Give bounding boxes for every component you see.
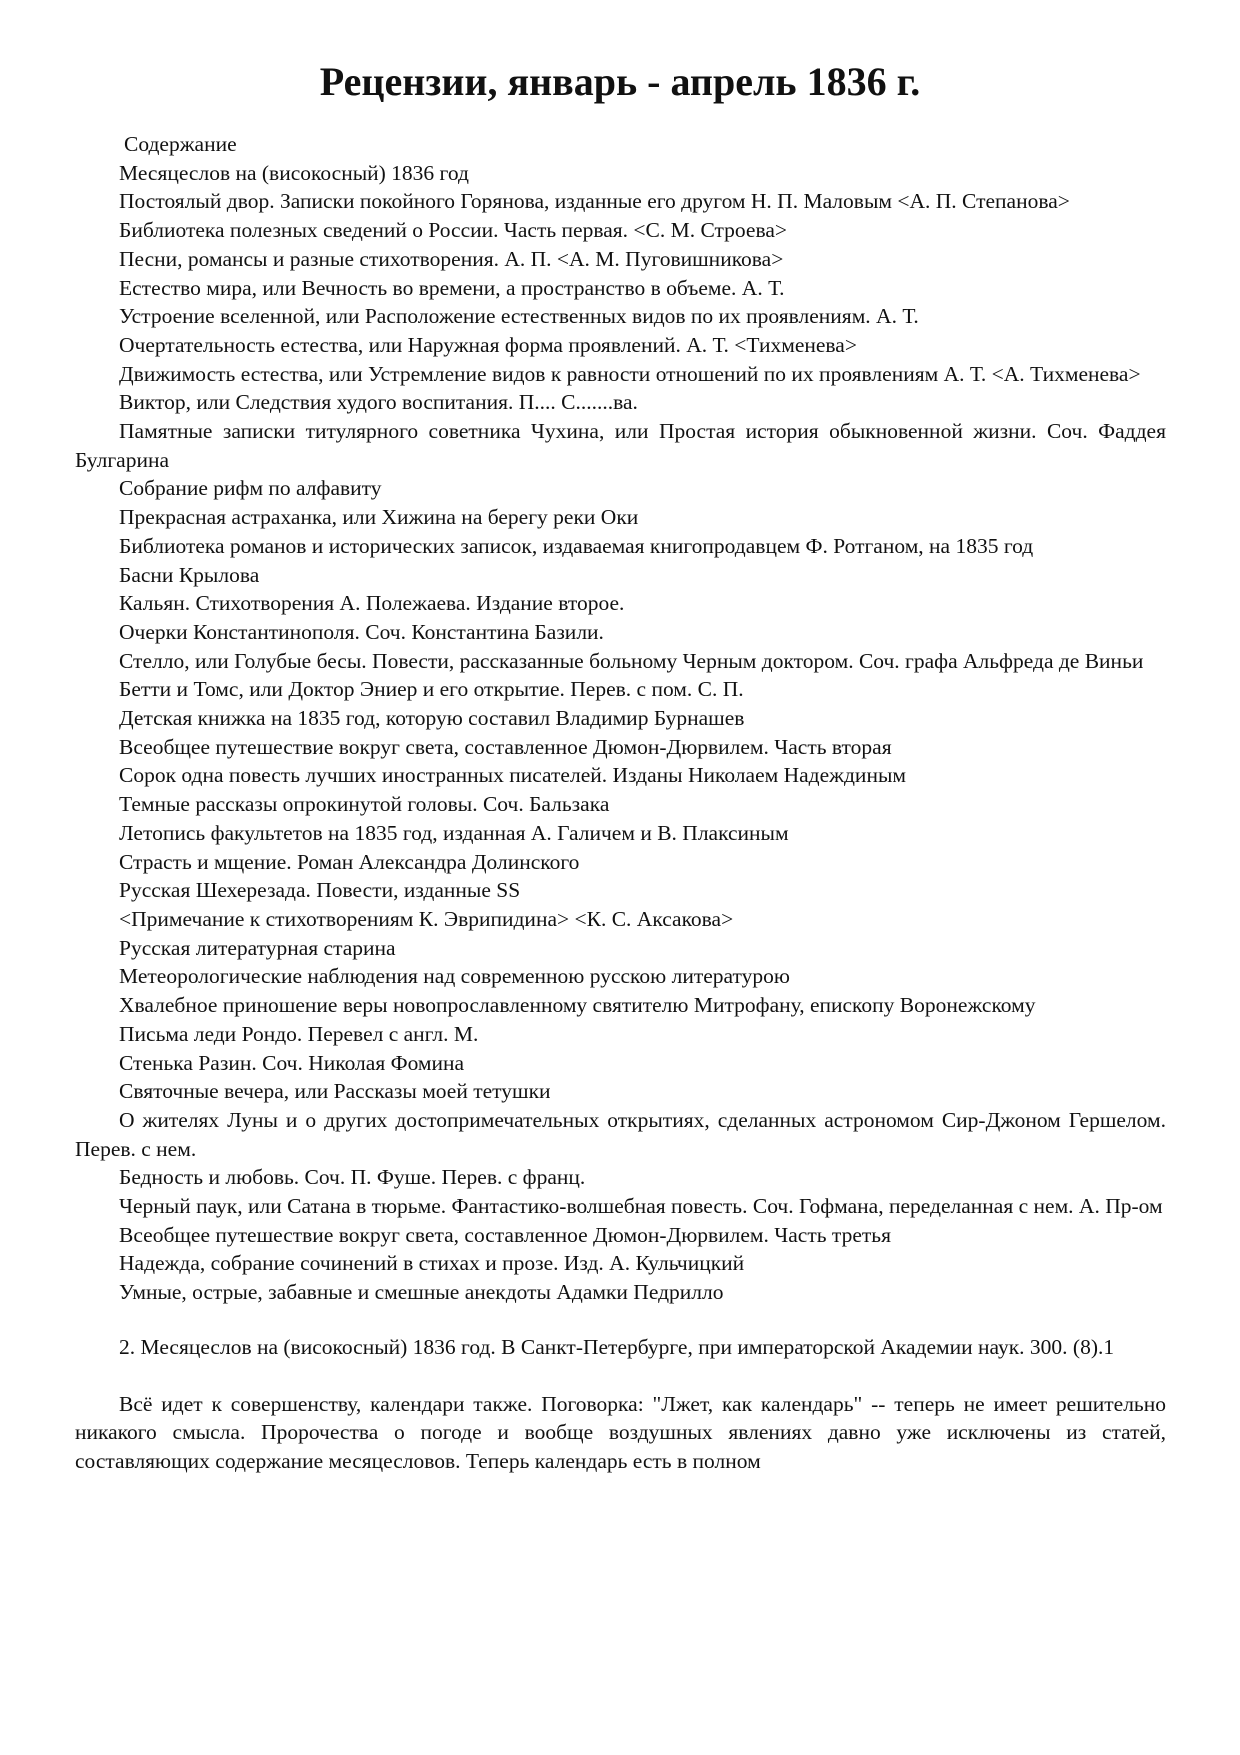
toc-item: Библиотека романов и исторических записок, издаваемая книгопродавцем Ф. Ротганом, на 1835 год: [119, 533, 1034, 558]
toc-item: Страсть и мщение. Роман Александра Долинского: [119, 849, 580, 874]
toc-item: Детская книжка на 1835 год, которую составил Владимир Бурнашев: [119, 706, 745, 731]
toc-item: Стенька Разин. Соч. Николая Фомина: [119, 1050, 465, 1075]
toc-item: Очерки Константинополя. Соч. Константина Базили.: [119, 619, 604, 644]
toc-item: <Примечание к стихотворениям К. Эврипидина> <К. С. Аксакова>: [119, 906, 734, 931]
review-heading: 2. Месяцеслов на (високосный) 1836 год. В Санкт-Петербурге, при императорской Академии наук. 300. (8).1: [119, 1334, 1115, 1359]
toc-item: Библиотека полезных сведений о России. Часть первая. <С. М. Строева>: [119, 218, 788, 243]
toc-item: Сорок одна повесть лучших иностранных писателей. Изданы Николаем Надеждиным: [119, 763, 906, 788]
toc-item: Русская Шехерезада. Повести, изданные SS: [119, 878, 521, 903]
page-title: Рецензии, январь - апрель 1836 г.: [319, 59, 921, 104]
toc-item: Стелло, или Голубые бесы. Повести, рассказанные больному Черным доктором. Соч. графа Альфреда де Виньи: [119, 648, 1144, 673]
toc-item: Русская литературная старина: [119, 935, 396, 960]
toc-item: Надежда, собрание сочинений в стихах и прозе. Изд. А. Кульчицкий: [119, 1251, 745, 1276]
toc-item: Умные, острые, забавные и смешные анекдоты Адамки Педрилло: [119, 1280, 724, 1305]
toc-item: Кальян. Стихотворения А. Полежаева. Издание второе.: [119, 591, 625, 616]
toc-item: Всеобщее путешествие вокруг света, составленное Дюмон-Дюрвилем. Часть третья: [119, 1222, 891, 1247]
toc-item: Всеобщее путешествие вокруг света, составленное Дюмон-Дюрвилем. Часть вторая: [119, 734, 892, 759]
toc-item: Бедность и любовь. Соч. П. Фуше. Перев. с франц.: [119, 1165, 586, 1190]
toc-item: Хвалебное приношение веры новопрославленному святителю Митрофану, епископу Воронежскому: [119, 993, 1036, 1018]
toc-item: Летопись факультетов на 1835 год, изданная А. Галичем и В. Плаксиным: [119, 820, 789, 845]
toc-item: Бетти и Томс, или Доктор Эниер и его открытие. Перев. с пом. С. П.: [119, 677, 744, 702]
toc-item: Прекрасная астраханка, или Хижина на берегу реки Оки: [119, 505, 639, 530]
toc-item: Движимость естества, или Устремление видов к равности отношений по их проявлениям А. Т. <А. Тихменева>: [119, 361, 1141, 386]
toc-item: Месяцеслов на (високосный) 1836 год: [119, 160, 469, 185]
toc-item: Собрание рифм по алфавиту: [119, 476, 382, 501]
toc-item: Святочные вечера, или Рассказы моей тетушки: [119, 1079, 551, 1104]
document-body: [75, 130, 1166, 1476]
toc-item: О жителях Луны и о других достопримечательных открытиях, сделанных астрономом Сир-Джоном Гершелом. Перев. с нем.: [75, 1107, 1166, 1161]
toc-item: Естество мира, или Вечность во времени, а пространство в объеме. А. Т.: [119, 275, 785, 300]
toc-item: Письма леди Рондо. Перевел с англ. М.: [119, 1021, 479, 1046]
toc-item: Памятные записки титулярного советника Чухина, или Простая история обыкновенной жизни. Соч. Фаддея Булгарина: [75, 419, 1166, 472]
toc-item: Виктор, или Следствия худого воспитания. П.... С.......ва.: [119, 390, 638, 415]
table-of-contents: [75, 159, 1166, 1307]
toc-item: Черный паук, или Сатана в тюрьме. Фантастико-волшебная повесть. Соч. Гофмана, переделанная с нем. А. Пр-ом: [119, 1194, 1163, 1219]
toc-item: Басни Крылова: [119, 562, 260, 587]
toc-item: Устроение вселенной, или Расположение естественных видов по их проявлениям. А. Т.: [119, 304, 919, 329]
toc-item: Метеорологические наблюдения над современною русскою литературою: [119, 964, 790, 989]
toc-item: Постоялый двор. Записки покойного Горянова, изданные его другом Н. П. Маловым <А. П. Степанова>: [119, 189, 1070, 214]
toc-item: Песни, романсы и разные стихотворения. А. П. <А. М. Пуговишникова>: [119, 246, 784, 271]
toc-item: Очертательность естества, или Наружная форма проявлений. А. Т. <Тихменева>: [119, 332, 857, 357]
review-paragraph: Всё идет к совершенству, календари также. Поговорка: "Лжет, как календарь" -- теперь не имеет решительно никакого смысла. Пророчества о погоде и вообще воздушных явлениях давно уже исключены из статей, составляющих содержание месяцесловов. Теперь календарь есть в полном: [75, 1391, 1166, 1473]
toc-heading: Содержание: [124, 132, 237, 156]
toc-item: Темные рассказы опрокинутой головы. Соч. Бальзака: [119, 792, 610, 817]
